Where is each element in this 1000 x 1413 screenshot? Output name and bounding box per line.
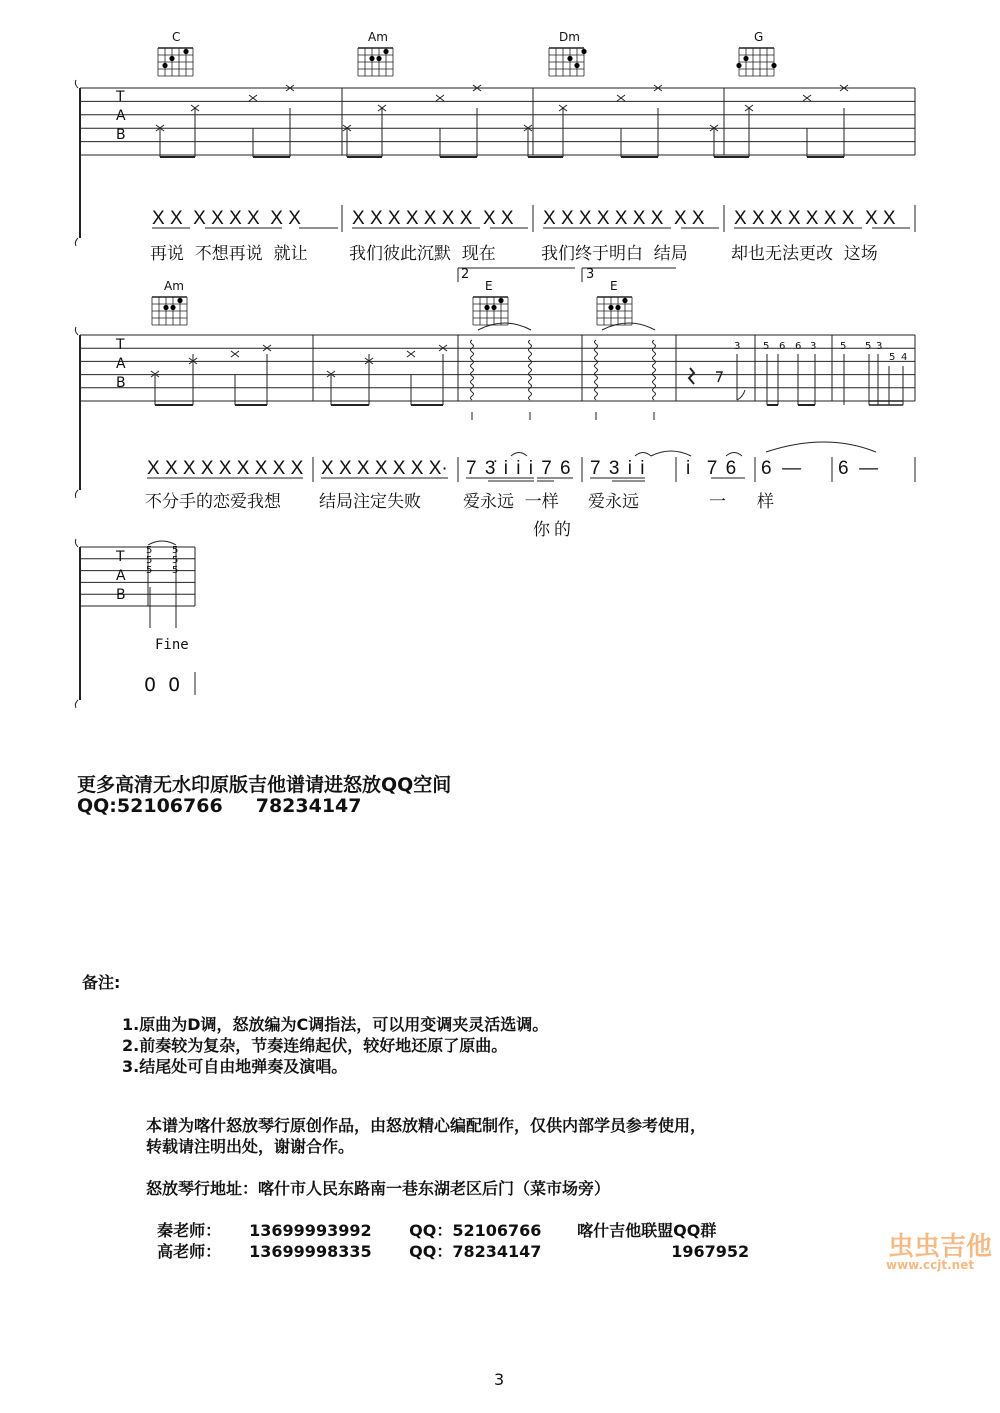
chord-dot: [383, 49, 388, 54]
lyrics: 却也无法更改 这场: [731, 244, 878, 264]
chord-dot: [615, 305, 620, 310]
system-bracket-curl: [75, 80, 78, 88]
system-bracket-curl: [75, 238, 78, 246]
chord-name: Am: [164, 279, 184, 293]
lyrics: 爱永远: [588, 492, 639, 512]
chord-dot: [743, 56, 748, 61]
jianpu-notes: 6 —: [761, 458, 802, 479]
address: 怒放琴行地址：喀什市人民东路南一巷东湖老区后门（菜市场旁）: [146, 1179, 611, 1198]
jianpu-notes: 6 —: [838, 458, 879, 479]
arpeggio-squiggle: [529, 340, 532, 400]
promo-qq: QQ:52106766 78234147: [77, 795, 362, 817]
lyrics: 样: [757, 492, 774, 512]
qq-group-number: 1967952: [671, 1242, 750, 1261]
fret-number: 5: [865, 341, 872, 352]
rhythm-notation: X X X X X X X·: [321, 458, 448, 479]
remark-item: 2.前奏较为复杂，节奏连绵起伏，较好地还原了原曲。: [122, 1036, 508, 1055]
remarks-list: [122, 1014, 548, 1077]
jianpu-notes: 7 3 i i: [590, 458, 645, 479]
chord-dot: [369, 56, 374, 61]
fret-number: 5: [840, 341, 847, 352]
remark-item: 1.原曲为D调，怒放编为C调指法，可以用变调夹灵活选调。: [122, 1015, 549, 1034]
ending-number: 2: [461, 267, 470, 282]
chord-dot: [622, 298, 627, 303]
promo-text: 更多高清无水印原版吉他谱请进怒放QQ空间: [77, 774, 452, 796]
rhythm-notation: X X X X X X X X X: [734, 208, 896, 229]
fret-number: 3: [734, 341, 741, 352]
chord-dot: [177, 298, 182, 303]
fret-number: 5: [763, 341, 770, 352]
chord-dot: [491, 305, 496, 310]
system-bracket-curl: [75, 539, 78, 547]
chord-dot: [608, 305, 613, 310]
fret-number: 4: [901, 352, 908, 363]
watermark-logo: 虫虫吉他: [888, 1232, 993, 1262]
lyrics: 结局注定失败: [319, 492, 421, 512]
rhythm-notation: X X X X X X X X X: [147, 458, 304, 479]
tie: [478, 323, 531, 330]
tab-clef: T A B: [116, 549, 126, 603]
chord-dot: [484, 305, 489, 310]
fret-number: 3: [876, 341, 883, 352]
slur: [635, 442, 876, 456]
slur: [511, 453, 527, 457]
copyright-line: 本谱为喀什怒放琴行原创作品，由怒放精心编配制作，仅供内部学员参考使用，: [146, 1116, 707, 1135]
page-number: 3: [494, 1370, 505, 1389]
watermark-url: www.ccjt.net: [886, 1258, 975, 1272]
tie: [602, 323, 655, 330]
chord-dot: [170, 305, 175, 310]
chord-dot: [581, 49, 586, 54]
arpeggio-squiggle: [595, 340, 598, 400]
lyrics-second-verse: 你的: [533, 520, 575, 540]
chord-name: E: [485, 279, 493, 293]
lyrics: 我们终于明白 结局: [541, 244, 688, 264]
chord-name: E: [610, 279, 618, 293]
chord-dot: [574, 63, 579, 68]
contact-qq: QQ：78234147: [409, 1242, 542, 1261]
chord-name: Am: [368, 30, 388, 44]
fine-marking: Fine: [155, 637, 189, 653]
chord-dot: [771, 63, 776, 68]
eighth-rest-icon: [716, 372, 722, 382]
chord-dot: [567, 56, 572, 61]
chord-dot: [376, 56, 381, 61]
rhythm-notation: X X X X X X X X X: [352, 208, 514, 229]
contact-phone: 13699993992: [249, 1221, 372, 1240]
lyrics: 不分手的恋爱我想: [145, 492, 281, 512]
lyrics: 再说 不想再说 就让: [150, 244, 308, 264]
tab-clef: T A B: [116, 337, 126, 391]
rhythm-notation: X X X X X X X X: [152, 208, 301, 229]
flag: [737, 390, 745, 400]
fret-number: 6: [779, 341, 786, 352]
contact-name: 秦老师：: [157, 1221, 222, 1240]
contact-name: 高老师：: [157, 1242, 222, 1261]
rhythm-notation: X X X X X X X X X: [543, 208, 705, 229]
contact-row: [146, 1220, 749, 1262]
lyrics: 一: [709, 492, 726, 512]
chord-dot: [163, 305, 168, 310]
chord-dot: [162, 63, 167, 68]
remarks-heading: 备注:: [82, 973, 121, 992]
quarter-rest-icon: [689, 368, 694, 384]
system-bracket-curl: [75, 700, 78, 708]
tab-clef: T A B: [116, 89, 126, 143]
jianpu-notes: i 7 6: [686, 458, 737, 479]
system-bracket-curl: [75, 490, 78, 498]
chord-name: Dm: [559, 30, 580, 44]
lyrics: 我们彼此沉默 现在: [349, 244, 496, 264]
chord-name: C: [172, 30, 181, 44]
chord-dot: [498, 298, 503, 303]
arpeggio-squiggle: [471, 340, 474, 400]
fret-number: 3: [810, 341, 817, 352]
copyright-line: 转载请注明出处，谢谢合作。: [146, 1137, 355, 1156]
jianpu-rests: 0 0: [144, 674, 184, 696]
fret-number: 5: [889, 352, 896, 363]
fret-number: 6: [795, 341, 802, 352]
copyright-note: [146, 1115, 706, 1157]
fret-numbers-chord: 5 5 5: [172, 545, 179, 576]
system-bracket-curl: [75, 327, 78, 335]
jianpu-notes: 7 3̇ i i i 7 6: [466, 458, 571, 479]
chord-dot: [736, 63, 741, 68]
chord-dot: [169, 56, 174, 61]
contact-phone: 13699998335: [249, 1242, 372, 1261]
contact-qq: QQ：52106766: [409, 1221, 542, 1240]
fret-numbers-chord: 5 5 5: [146, 545, 153, 576]
qq-group-label: 喀什吉他联盟QQ群: [577, 1221, 717, 1240]
ending-number: 3: [586, 267, 595, 282]
lyrics: 爱永远 一样: [463, 492, 559, 512]
chord-name: G: [754, 30, 764, 44]
arpeggio-squiggle: [653, 340, 656, 400]
chord-dot: [183, 49, 188, 54]
remark-item: 3.结尾处可自由地弹奏及演唱。: [122, 1057, 348, 1076]
